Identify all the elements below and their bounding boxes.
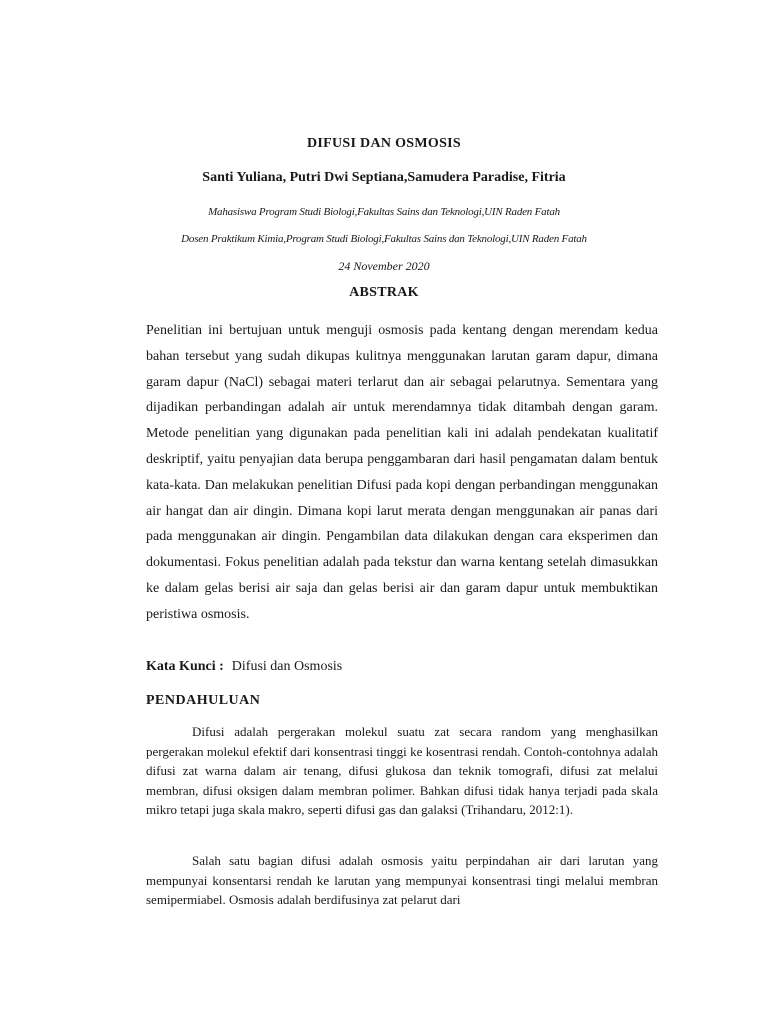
keywords-value: Difusi dan Osmosis <box>231 659 343 674</box>
paper-title: DIFUSI DAN OSMOSIS <box>307 136 461 151</box>
keywords <box>146 659 342 675</box>
keywords-label: Kata Kunci : <box>146 659 224 674</box>
abstract-text: Penelitian ini bertujuan untuk menguji osmosis pada kentang dengan merendam kedua bahan tersebut yang sudah dikupas kulitnya menggunakan larutan garam dapur, dimana garam dapur (NaCl) sebagai materi terlarut dan air sebagai pelarutnya. Sementara yang dijadikan perbandingan adalah air untuk merendamnya tidak ditambah dengan garam. Metode penelitian yang digunakan pada penelitian kali ini adalah pendekatan kualitatif deskriptif, yaitu penyajian data berupa penggambaran dari hasil pengamatan dalam bentuk kata-kata. Dan melakukan penelitian Difusi pada kopi dengan perbandingan menggunakan air hangat dan air dingin. Dimana kopi larut merata dengan menggunakan air panas dari pada menggunakan air dingin. Pengambilan data dilakukan dengan cara eksperimen dan dokumentasi. Fokus penelitian adalah pada tekstur dan warna kentang setelah dimasukkan ke dalam gelas berisi air saja dan gelas berisi air dan garam dapur untuk membuktikan peristiwa osmosis. <box>146 323 658 622</box>
affiliation-students: Mahasiswa Program Studi Biologi,Fakultas Sains dan Teknologi,UIN Raden Fatah <box>208 206 560 218</box>
abstract-heading: ABSTRAK <box>349 285 419 300</box>
intro-paragraph-2: Salah satu bagian difusi adalah osmosis yaitu perpindahan air dari larutan yang mempunyai konsentarsi rendah ke larutan yang mempunyai konsentrasi tingi melalui membran semipermiabel. Osmosis adalah berdifusinya zat pelarut dari <box>146 853 658 908</box>
intro-paragraph-1: Difusi adalah pergerakan molekul suatu zat secara random yang menghasilkan pergerakan molekul efektif dari konsentrasi tinggi ke kosentrasi rendah. Contoh-contohnya adalah difusi zat warna dalam air tenang, difusi glukosa dan teknik tomografi, difusi zat melalui membran, difusi oksigen dalam membran polimer. Bahkan difusi tidak hanya terjadi pada skala mikro tetapi juga skala makro, seperti difusi gas dan galaksi (Trihandaru, 2012:1). <box>146 724 658 818</box>
paper-date: 24 November 2020 <box>338 259 430 273</box>
intro-heading: PENDAHULUAN <box>146 693 261 708</box>
paper-authors: Santi Yuliana, Putri Dwi Septiana,Samudera Paradise, Fitria <box>202 170 566 185</box>
affiliation-lecturer: Dosen Praktikum Kimia,Program Studi Biologi,Fakultas Sains dan Teknologi,UIN Raden Fatah <box>181 233 587 245</box>
